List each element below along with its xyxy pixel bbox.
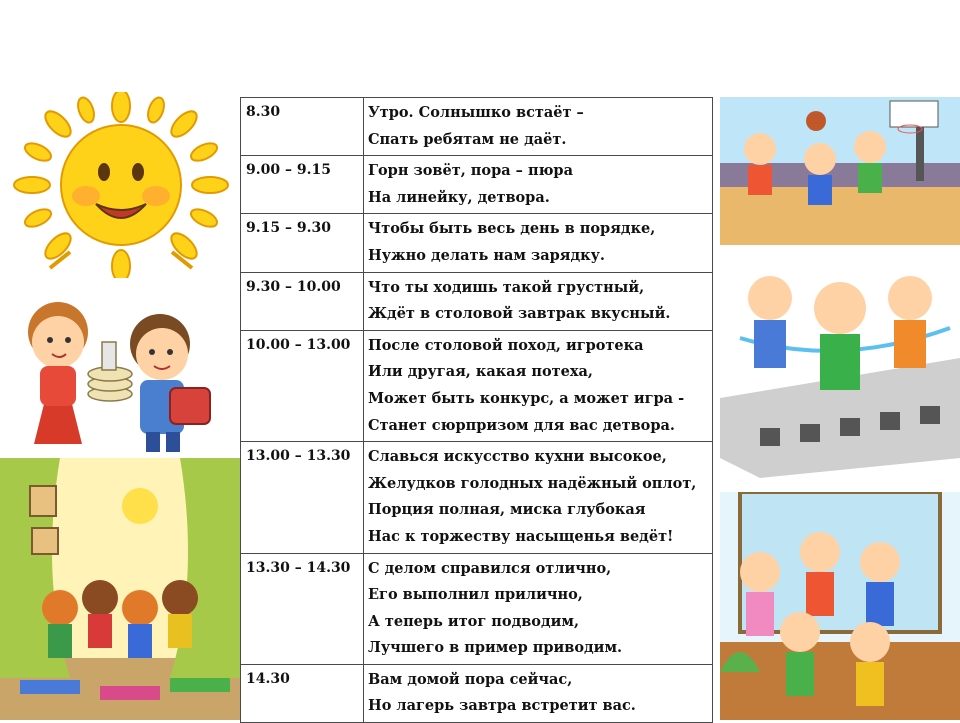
verse-line: Что ты ходишь такой грустный, xyxy=(368,278,645,296)
verse-line: Лучшего в пример приводим. xyxy=(368,639,623,657)
verse-line: Его выполнил прилично, xyxy=(368,586,583,604)
verse-line: Может быть конкурс, а может игра - xyxy=(368,389,685,407)
schedule-verse xyxy=(364,214,713,272)
schedule-row xyxy=(241,553,713,664)
daily-schedule-table xyxy=(240,97,713,723)
verse-line: Порция полная, миска глубокая xyxy=(368,501,646,519)
schedule-time: 10.00 – 13.00 xyxy=(241,330,364,441)
basketball-kids-illustration xyxy=(720,97,960,245)
schedule-time: 8.30 xyxy=(241,98,364,156)
schedule-verse xyxy=(364,664,713,722)
verse-line: Утро. Солнышко встаёт – xyxy=(368,104,584,121)
verse-line: После столовой поход, игротека xyxy=(368,336,644,354)
verse-line: С делом справился отлично, xyxy=(368,559,612,577)
schedule-time: 9.30 – 10.00 xyxy=(241,272,364,330)
verse-line: Горн зовёт, пора – пюра xyxy=(368,162,573,180)
verse-line: Желудков голодных надёжный оплот, xyxy=(368,474,697,492)
schedule-row xyxy=(241,214,713,272)
running-race-kids-illustration xyxy=(720,258,960,478)
schedule-verse xyxy=(364,330,713,441)
schedule-time: 9.15 – 9.30 xyxy=(241,214,364,272)
kids-with-dishes-illustration xyxy=(10,284,232,454)
verse-line: Или другая, какая потеха, xyxy=(368,363,593,381)
schedule-verse xyxy=(364,442,713,553)
verse-line: А теперь итог подводим, xyxy=(368,612,580,630)
verse-line: Славься искусство кухни высокое, xyxy=(368,448,667,466)
verse-line: Нужно делать нам зарядку. xyxy=(368,246,605,264)
schedule-row xyxy=(241,156,713,214)
dancing-kids-illustration xyxy=(720,492,960,720)
verse-line: Ждёт в столовой завтрак вкусный. xyxy=(368,305,671,323)
verse-line: Спать ребятам не даёт. xyxy=(368,130,567,148)
verse-line: Станет сюрпризом для вас детвора. xyxy=(368,416,675,434)
schedule-row xyxy=(241,98,713,156)
sun-illustration xyxy=(10,92,232,278)
schedule-row xyxy=(241,664,713,722)
schedule-verse xyxy=(364,272,713,330)
verse-line: На линейку, детвора. xyxy=(368,188,550,206)
verse-line: Чтобы быть весь день в порядке, xyxy=(368,220,656,238)
schedule-time: 14.30 xyxy=(241,664,364,722)
schedule-verse xyxy=(364,553,713,664)
schedule-time: 9.00 – 9.15 xyxy=(241,156,364,214)
schedule-verse xyxy=(364,156,713,214)
kids-exercising-room-illustration xyxy=(0,458,240,720)
verse-line: Вам домой пора сейчас, xyxy=(368,670,573,688)
schedule-time: 13.00 – 13.30 xyxy=(241,442,364,553)
schedule-time: 13.30 – 14.30 xyxy=(241,553,364,664)
schedule-verse xyxy=(364,98,713,156)
schedule-row xyxy=(241,272,713,330)
verse-line: Нас к торжеству насыщенья ведёт! xyxy=(368,527,674,545)
verse-line: Но лагерь завтра встретит вас. xyxy=(368,697,636,715)
schedule-row xyxy=(241,442,713,553)
schedule-row xyxy=(241,330,713,441)
